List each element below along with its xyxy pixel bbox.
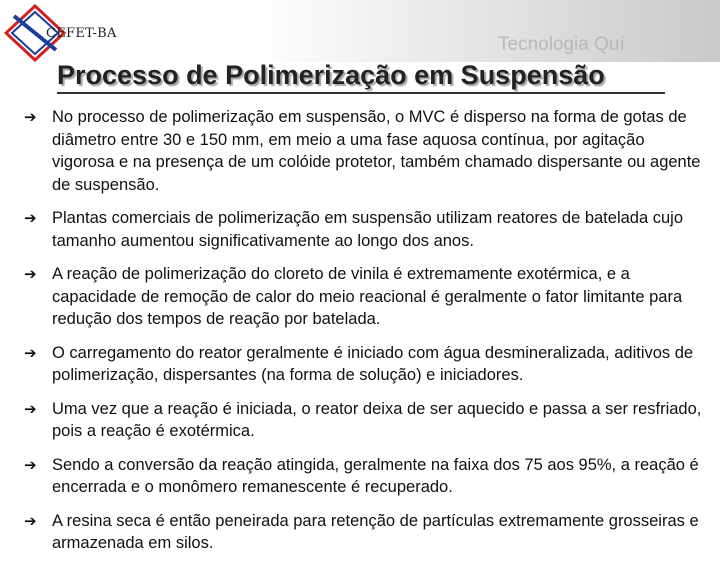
right-arrow-icon: ➔: [24, 109, 37, 126]
bullet-text: Plantas comerciais de polimerização em suspensão utilizam reatores de batelada cujo tamanho aumentou significativamente ao longo dos anos.: [52, 209, 683, 250]
bullet-item: [24, 510, 708, 555]
page-title: Processo de Polimerização em Suspensão: [57, 60, 605, 90]
title-underline: [57, 92, 665, 94]
right-arrow-icon: ➔: [24, 344, 37, 362]
header-subtitle: Tecnologia Quí: [498, 34, 625, 55]
logo-text: CEFET-BA: [46, 26, 117, 41]
cefet-logo: [4, 4, 126, 62]
bullet-text: Sendo a conversão da reação atingida, geralmente na faixa dos 75 aos 95%, a reação é encerrada e o monômero remanescente é recuperado.: [52, 455, 699, 496]
bullet-text: A reação de polimerização do cloreto de vinila é extremamente exotérmica, e a capacidade de remoção de calor do meio reacional é geralmente o fator limitante para redução dos tempos de reação por batelada.: [52, 265, 683, 328]
right-arrow-icon: ➔: [24, 456, 37, 474]
right-arrow-icon: ➔: [24, 512, 37, 530]
bullet-list: [24, 106, 708, 566]
bullet-item: [24, 454, 708, 499]
right-arrow-icon: ➔: [24, 266, 37, 283]
bullet-text: Uma vez que a reação é iniciada, o reator deixa de ser aquecido e passa a ser resfriado, pois a reação é exotérmica.: [52, 399, 702, 440]
bullet-item: [24, 106, 708, 196]
bullet-text: A resina seca é então peneirada para retenção de partículas extremamente grosseiras e armazenada em silos.: [52, 511, 699, 552]
bullet-item: [24, 398, 708, 443]
right-arrow-icon: ➔: [24, 400, 37, 418]
bullet-item: [24, 342, 708, 387]
bullet-text: No processo de polimerização em suspensão, o MVC é disperso na forma de gotas de diâmetro entre 30 e 150 mm, em meio a uma fase aquosa contínua, por agitação vigorosa e na presença de um colóide protetor, também chamado dispersante ou agente de suspensão.: [52, 108, 701, 194]
bullet-item: [24, 207, 708, 252]
bullet-text: O carregamento do reator geralmente é iniciado com água desmineralizada, aditivos de polimerização, dispersantes (na forma de solução) e iniciadores.: [52, 343, 694, 384]
right-arrow-icon: ➔: [24, 210, 37, 227]
bullet-item: [24, 263, 708, 331]
